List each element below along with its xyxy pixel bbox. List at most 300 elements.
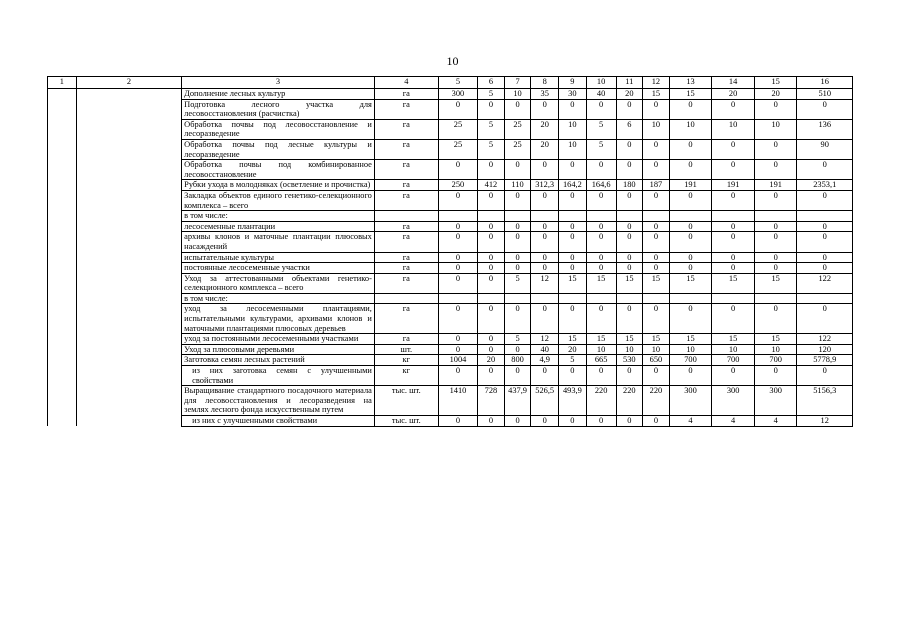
value-cell	[478, 293, 505, 304]
value-cell	[797, 293, 853, 304]
value-cell: 12	[531, 273, 559, 293]
row-name: Подготовка лесного участка для лесовосстановления (расчистка)	[182, 99, 375, 119]
value-cell: 0	[559, 99, 587, 119]
empty-cell	[48, 211, 77, 222]
value-cell: 0	[669, 252, 712, 263]
value-cell: 10	[754, 119, 797, 139]
value-cell: 5	[586, 139, 616, 159]
row-name: из них заготовка семян с улучшенными свойствами	[182, 366, 375, 386]
value-cell	[559, 211, 587, 222]
value-cell: 4	[754, 416, 797, 427]
value-cell: 5	[504, 273, 531, 293]
empty-cell	[76, 160, 181, 180]
table-row	[48, 180, 853, 191]
header-row	[48, 77, 853, 89]
row-unit: га	[374, 263, 438, 274]
value-cell: 0	[438, 334, 477, 345]
value-cell: 0	[616, 366, 643, 386]
value-cell: 665	[586, 355, 616, 366]
empty-cell	[76, 190, 181, 210]
value-cell: 15	[712, 334, 755, 345]
value-cell	[504, 211, 531, 222]
value-cell: 10	[669, 119, 712, 139]
value-cell: 0	[754, 304, 797, 334]
empty-cell	[76, 139, 181, 159]
value-cell: 0	[754, 139, 797, 159]
value-cell: 0	[643, 416, 670, 427]
value-cell: 0	[586, 99, 616, 119]
value-cell: 0	[438, 304, 477, 334]
value-cell: 0	[616, 99, 643, 119]
value-cell: 300	[669, 386, 712, 416]
table-row	[48, 190, 853, 210]
row-name: в том числе:	[182, 211, 375, 222]
table-row	[48, 252, 853, 263]
value-cell	[712, 293, 755, 304]
row-name: Заготовка семян лесных растений	[182, 355, 375, 366]
empty-cell	[48, 263, 77, 274]
row-name: в том числе:	[182, 293, 375, 304]
value-cell: 0	[531, 232, 559, 252]
value-cell: 0	[438, 366, 477, 386]
value-cell: 220	[586, 386, 616, 416]
value-cell: 0	[504, 232, 531, 252]
value-cell: 180	[616, 180, 643, 191]
empty-cell	[76, 366, 181, 386]
value-cell: 5	[504, 334, 531, 345]
empty-cell	[48, 160, 77, 180]
value-cell: 0	[616, 160, 643, 180]
value-cell: 0	[586, 263, 616, 274]
value-cell: 0	[478, 160, 505, 180]
value-cell	[669, 211, 712, 222]
value-cell: 25	[438, 139, 477, 159]
column-header: 16	[797, 77, 853, 89]
value-cell: 4	[712, 416, 755, 427]
value-cell: 0	[438, 160, 477, 180]
value-cell: 700	[754, 355, 797, 366]
value-cell: 0	[669, 221, 712, 232]
row-name: Обработка почвы под лесовосстановление и лесоразведение	[182, 119, 375, 139]
value-cell: 0	[478, 263, 505, 274]
empty-cell	[48, 99, 77, 119]
table-row	[48, 304, 853, 334]
empty-cell	[76, 99, 181, 119]
value-cell	[797, 211, 853, 222]
value-cell: 0	[438, 273, 477, 293]
value-cell: 0	[669, 139, 712, 159]
value-cell: 250	[438, 180, 477, 191]
value-cell: 300	[438, 89, 477, 100]
value-cell: 5778,9	[797, 355, 853, 366]
row-unit: шт.	[374, 344, 438, 355]
value-cell: 0	[797, 304, 853, 334]
value-cell: 0	[531, 366, 559, 386]
value-cell: 0	[797, 252, 853, 263]
value-cell: 650	[643, 355, 670, 366]
value-cell: 20	[531, 119, 559, 139]
row-unit	[374, 211, 438, 222]
row-unit: кг	[374, 355, 438, 366]
value-cell: 0	[754, 263, 797, 274]
empty-cell	[76, 416, 181, 427]
value-cell: 0	[586, 252, 616, 263]
row-unit: га	[374, 304, 438, 334]
value-cell: 0	[478, 366, 505, 386]
value-cell	[559, 293, 587, 304]
value-cell	[643, 293, 670, 304]
value-cell: 0	[712, 304, 755, 334]
value-cell: 0	[669, 366, 712, 386]
row-unit: га	[374, 119, 438, 139]
value-cell: 15	[616, 334, 643, 345]
table-row	[48, 232, 853, 252]
value-cell: 4,9	[531, 355, 559, 366]
empty-cell	[76, 119, 181, 139]
value-cell: 0	[754, 99, 797, 119]
value-cell: 0	[586, 416, 616, 427]
row-name: уход за лесосеменными плантациями, испытательными культурами, архивами клонов и маточными плантациями плюсовых деревьев	[182, 304, 375, 334]
row-name: испытательные культуры	[182, 252, 375, 263]
value-cell: 0	[797, 221, 853, 232]
table-row	[48, 139, 853, 159]
value-cell: 220	[643, 386, 670, 416]
empty-cell	[76, 334, 181, 345]
value-cell: 0	[616, 263, 643, 274]
row-name: постоянные лесосеменные участки	[182, 263, 375, 274]
value-cell: 0	[669, 232, 712, 252]
value-cell: 0	[586, 221, 616, 232]
value-cell: 0	[504, 160, 531, 180]
value-cell: 0	[643, 99, 670, 119]
row-name: Выращивание стандартного посадочного материала для лесовосстановления и лесоразведения на землях лесного фонда искусственным путем	[182, 386, 375, 416]
empty-cell	[48, 293, 77, 304]
value-cell: 15	[559, 273, 587, 293]
empty-cell	[76, 293, 181, 304]
table-row	[48, 293, 853, 304]
value-cell: 0	[616, 252, 643, 263]
table-row	[48, 416, 853, 427]
value-cell	[438, 211, 477, 222]
value-cell: 5	[478, 139, 505, 159]
table-row	[48, 160, 853, 180]
value-cell: 0	[531, 99, 559, 119]
value-cell: 1004	[438, 355, 477, 366]
value-cell: 700	[712, 355, 755, 366]
value-cell	[586, 293, 616, 304]
empty-cell	[76, 263, 181, 274]
table-row	[48, 334, 853, 345]
value-cell: 10	[712, 119, 755, 139]
value-cell: 15	[643, 273, 670, 293]
value-cell: 0	[712, 232, 755, 252]
row-name: из них с улучшенными свойствами	[182, 416, 375, 427]
value-cell	[504, 293, 531, 304]
value-cell: 4	[669, 416, 712, 427]
value-cell: 0	[478, 252, 505, 263]
table-row	[48, 211, 853, 222]
column-header: 5	[438, 77, 477, 89]
value-cell: 5	[478, 119, 505, 139]
column-header: 12	[643, 77, 670, 89]
value-cell: 530	[616, 355, 643, 366]
value-cell	[586, 211, 616, 222]
value-cell: 0	[616, 232, 643, 252]
value-cell: 6	[616, 119, 643, 139]
value-cell: 122	[797, 273, 853, 293]
value-cell: 12	[797, 416, 853, 427]
value-cell: 191	[754, 180, 797, 191]
row-name: Рубки ухода в молодняках (осветление и прочистка)	[182, 180, 375, 191]
empty-cell	[48, 416, 77, 427]
value-cell: 0	[754, 221, 797, 232]
value-cell: 0	[754, 190, 797, 210]
value-cell: 0	[616, 304, 643, 334]
value-cell: 0	[438, 190, 477, 210]
value-cell: 0	[643, 304, 670, 334]
value-cell: 20	[616, 89, 643, 100]
value-cell: 10	[643, 119, 670, 139]
value-cell: 0	[669, 190, 712, 210]
column-header: 13	[669, 77, 712, 89]
value-cell: 0	[504, 190, 531, 210]
value-cell: 15	[616, 273, 643, 293]
table-row	[48, 273, 853, 293]
value-cell: 0	[504, 99, 531, 119]
column-header: 14	[712, 77, 755, 89]
value-cell: 0	[559, 304, 587, 334]
value-cell: 0	[559, 366, 587, 386]
value-cell: 15	[643, 334, 670, 345]
row-name: лесосеменные плантации	[182, 221, 375, 232]
value-cell: 0	[478, 232, 505, 252]
row-name: Закладка объектов единого генетико-селекционного комплекса – всего	[182, 190, 375, 210]
row-name: Уход за плюсовыми деревьями	[182, 344, 375, 355]
value-cell: 15	[643, 89, 670, 100]
column-header: 7	[504, 77, 531, 89]
empty-cell	[76, 232, 181, 252]
row-name: Обработка почвы под лесные культуры и лесоразведение	[182, 139, 375, 159]
value-cell: 40	[531, 344, 559, 355]
row-unit: тыс. шт.	[374, 386, 438, 416]
value-cell: 0	[478, 221, 505, 232]
value-cell: 0	[754, 160, 797, 180]
row-unit	[374, 293, 438, 304]
row-unit: кг	[374, 366, 438, 386]
value-cell: 0	[478, 416, 505, 427]
value-cell: 25	[438, 119, 477, 139]
value-cell: 0	[478, 304, 505, 334]
value-cell: 1410	[438, 386, 477, 416]
value-cell: 300	[754, 386, 797, 416]
value-cell: 0	[478, 344, 505, 355]
value-cell: 10	[586, 344, 616, 355]
row-name: архивы клонов и маточные плантации плюсовых насаждений	[182, 232, 375, 252]
empty-cell	[76, 304, 181, 334]
value-cell: 0	[438, 416, 477, 427]
empty-cell	[76, 221, 181, 232]
value-cell	[754, 293, 797, 304]
value-cell: 5156,3	[797, 386, 853, 416]
row-unit: га	[374, 180, 438, 191]
row-name: Уход за аттестованными объектами генетико-селекционного комплекса – всего	[182, 273, 375, 293]
value-cell: 0	[754, 232, 797, 252]
value-cell: 0	[504, 416, 531, 427]
value-cell: 25	[504, 139, 531, 159]
value-cell: 191	[669, 180, 712, 191]
row-unit: га	[374, 221, 438, 232]
value-cell: 312,3	[531, 180, 559, 191]
empty-cell	[48, 344, 77, 355]
value-cell: 0	[643, 366, 670, 386]
empty-cell	[76, 180, 181, 191]
empty-cell	[48, 190, 77, 210]
row-unit: га	[374, 334, 438, 345]
row-unit: га	[374, 99, 438, 119]
value-cell: 0	[643, 232, 670, 252]
empty-cell	[48, 273, 77, 293]
value-cell	[754, 211, 797, 222]
value-cell: 0	[559, 232, 587, 252]
value-cell: 35	[531, 89, 559, 100]
value-cell: 510	[797, 89, 853, 100]
value-cell: 0	[797, 232, 853, 252]
value-cell: 0	[616, 221, 643, 232]
value-cell: 0	[478, 190, 505, 210]
page-number: 10	[446, 54, 459, 68]
empty-cell	[76, 211, 181, 222]
row-unit: га	[374, 190, 438, 210]
value-cell: 728	[478, 386, 505, 416]
empty-cell	[48, 89, 77, 100]
value-cell	[438, 293, 477, 304]
value-cell: 0	[478, 334, 505, 345]
column-header: 8	[531, 77, 559, 89]
value-cell: 15	[669, 273, 712, 293]
table-row	[48, 263, 853, 274]
value-cell: 5	[559, 355, 587, 366]
value-cell: 0	[712, 160, 755, 180]
value-cell	[669, 293, 712, 304]
row-unit: га	[374, 89, 438, 100]
value-cell: 0	[586, 160, 616, 180]
value-cell: 10	[504, 89, 531, 100]
value-cell: 187	[643, 180, 670, 191]
value-cell: 10	[616, 344, 643, 355]
empty-cell	[48, 366, 77, 386]
value-cell: 0	[669, 160, 712, 180]
value-cell: 5	[586, 119, 616, 139]
value-cell: 526,5	[531, 386, 559, 416]
row-unit: га	[374, 252, 438, 263]
value-cell: 0	[586, 304, 616, 334]
value-cell: 0	[504, 263, 531, 274]
value-cell: 0	[504, 304, 531, 334]
value-cell: 412	[478, 180, 505, 191]
row-name: уход за постоянными лесосеменными участками	[182, 334, 375, 345]
value-cell: 25	[504, 119, 531, 139]
row-unit: тыс. шт.	[374, 416, 438, 427]
column-header: 3	[182, 77, 375, 89]
value-cell: 10	[559, 119, 587, 139]
table-row	[48, 386, 853, 416]
value-cell: 0	[586, 232, 616, 252]
empty-cell	[48, 386, 77, 416]
value-cell: 0	[438, 344, 477, 355]
value-cell: 0	[643, 139, 670, 159]
table-row	[48, 89, 853, 100]
value-cell: 0	[504, 366, 531, 386]
value-cell: 15	[754, 273, 797, 293]
value-cell: 0	[616, 416, 643, 427]
value-cell: 122	[797, 334, 853, 345]
value-cell: 20	[712, 89, 755, 100]
value-cell: 10	[712, 344, 755, 355]
value-cell: 0	[586, 190, 616, 210]
value-cell: 0	[559, 252, 587, 263]
table-row	[48, 355, 853, 366]
row-name: Обработка почвы под комбинированное лесовосстановление	[182, 160, 375, 180]
value-cell: 40	[586, 89, 616, 100]
value-cell: 10	[669, 344, 712, 355]
empty-cell	[48, 304, 77, 334]
value-cell: 0	[643, 252, 670, 263]
value-cell: 0	[531, 263, 559, 274]
value-cell: 0	[531, 160, 559, 180]
value-cell: 12	[531, 334, 559, 345]
empty-cell	[48, 139, 77, 159]
row-unit: га	[374, 273, 438, 293]
column-header: 4	[374, 77, 438, 89]
value-cell: 191	[712, 180, 755, 191]
value-cell: 164,2	[559, 180, 587, 191]
value-cell: 0	[669, 304, 712, 334]
value-cell: 0	[531, 221, 559, 232]
value-cell: 0	[754, 252, 797, 263]
empty-cell	[48, 232, 77, 252]
value-cell: 0	[712, 190, 755, 210]
value-cell: 0	[531, 190, 559, 210]
value-cell: 5	[478, 89, 505, 100]
value-cell: 15	[712, 273, 755, 293]
value-cell: 0	[586, 366, 616, 386]
empty-cell	[76, 344, 181, 355]
value-cell: 0	[438, 263, 477, 274]
value-cell: 20	[531, 139, 559, 159]
row-unit: га	[374, 160, 438, 180]
empty-cell	[48, 180, 77, 191]
value-cell: 0	[797, 99, 853, 119]
value-cell: 0	[643, 160, 670, 180]
value-cell: 0	[559, 190, 587, 210]
column-header: 9	[559, 77, 587, 89]
empty-cell	[48, 355, 77, 366]
value-cell: 0	[559, 221, 587, 232]
value-cell: 110	[504, 180, 531, 191]
value-cell: 0	[531, 416, 559, 427]
value-cell: 0	[438, 252, 477, 263]
value-cell: 20	[559, 344, 587, 355]
table-row	[48, 221, 853, 232]
value-cell: 0	[754, 366, 797, 386]
column-header: 2	[76, 77, 181, 89]
value-cell: 164,6	[586, 180, 616, 191]
value-cell: 15	[669, 89, 712, 100]
value-cell: 10	[754, 344, 797, 355]
value-cell: 15	[586, 334, 616, 345]
value-cell: 0	[669, 263, 712, 274]
value-cell: 0	[643, 263, 670, 274]
